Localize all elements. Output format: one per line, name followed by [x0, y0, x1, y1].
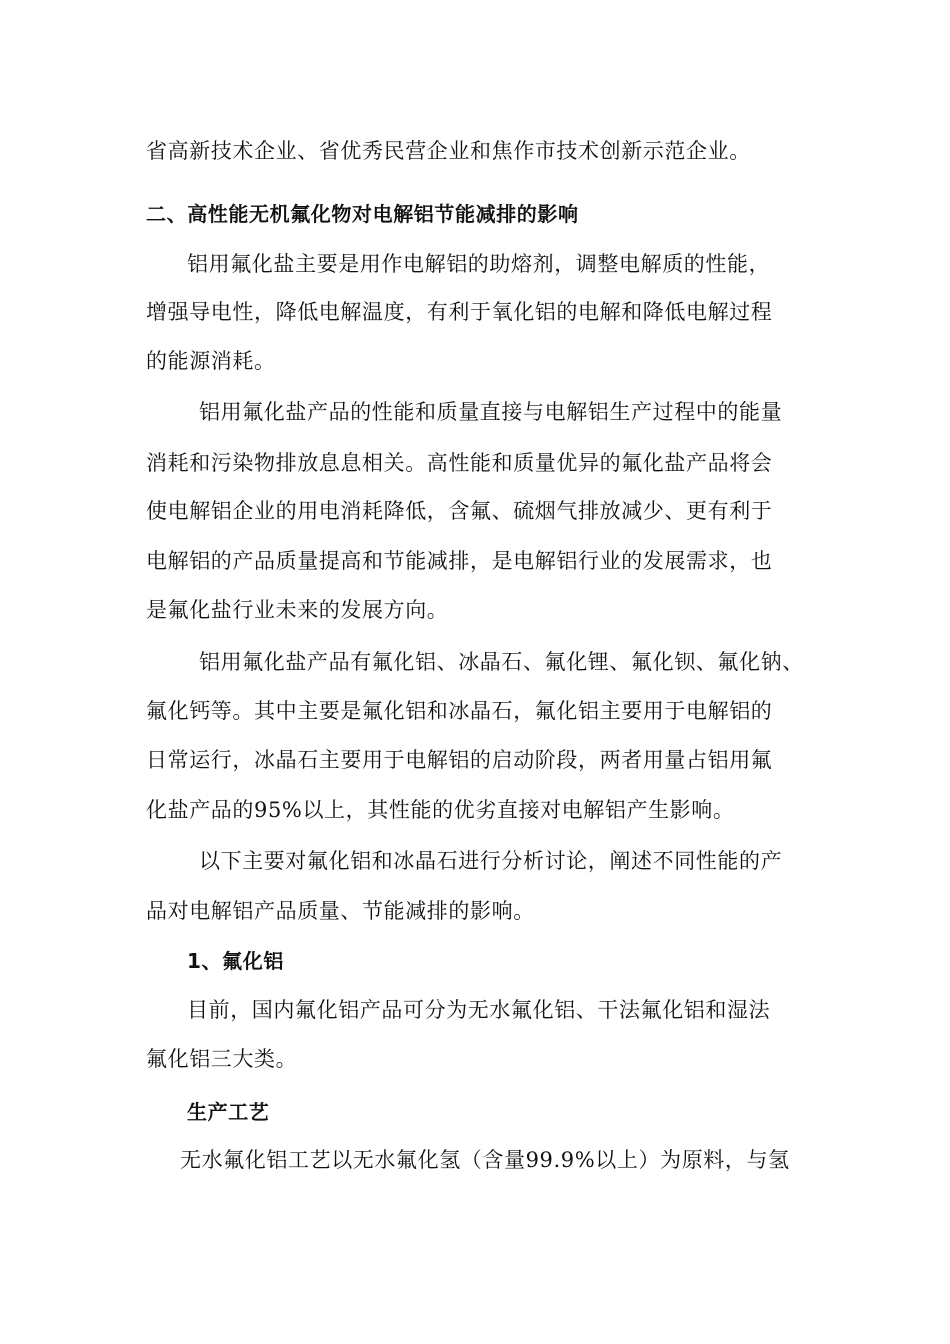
paragraph-first-line: 无水氟化铝工艺以无水氟化氢（含量99.9%以上）为原料，与氢	[180, 1148, 790, 1172]
text-line: 品对电解铝产品质量、节能减排的影响。	[146, 899, 535, 923]
text-line: 的能源消耗。	[146, 349, 276, 373]
text-line: 电解铝的产品质量提高和节能减排，是电解铝行业的发展需求，也	[146, 549, 773, 573]
paragraph-first-line: 铝用氟化盐主要是用作电解铝的助熔剂，调整电解质的性能，	[187, 252, 771, 276]
text-line: 消耗和污染物排放息息相关。高性能和质量优异的氟化盐产品将会	[146, 451, 773, 475]
text-line: 省高新技术企业、省优秀民营企业和焦作市技术创新示范企业。	[146, 139, 751, 163]
subsection-heading: 1、氟化铝	[187, 949, 284, 973]
section-heading: 二、高性能无机氟化物对电解铝节能减排的影响	[146, 202, 579, 226]
subsection-heading: 生产工艺	[187, 1100, 270, 1124]
text-line: 是氟化盐行业未来的发展方向。	[146, 598, 449, 622]
paragraph-first-line: 铝用氟化盐产品的性能和质量直接与电解铝生产过程中的能量	[199, 400, 783, 424]
paragraph-first-line: 目前，国内氟化铝产品可分为无水氟化铝、干法氟化铝和湿法	[187, 998, 771, 1022]
paragraph-first-line: 以下主要对氟化铝和冰晶石进行分析讨论，阐述不同性能的产	[199, 849, 783, 873]
paragraph-first-line: 铝用氟化盐产品有氟化铝、冰晶石、氟化锂、氟化钡、氟化钠、	[199, 650, 804, 674]
text-line: 使电解铝企业的用电消耗降低，含氟、硫烟气排放减少、更有利于	[146, 499, 773, 523]
text-line: 化盐产品的95%以上，其性能的优劣直接对电解铝产生影响。	[146, 798, 735, 822]
text-line: 氟化铝三大类。	[146, 1047, 298, 1071]
text-line: 日常运行，冰晶石主要用于电解铝的启动阶段，两者用量占铝用氟	[146, 748, 773, 772]
text-line: 氟化钙等。其中主要是氟化铝和冰晶石，氟化铝主要用于电解铝的	[146, 699, 773, 723]
text-line: 增强导电性，降低电解温度，有利于氧化铝的电解和降低电解过程	[146, 300, 773, 324]
